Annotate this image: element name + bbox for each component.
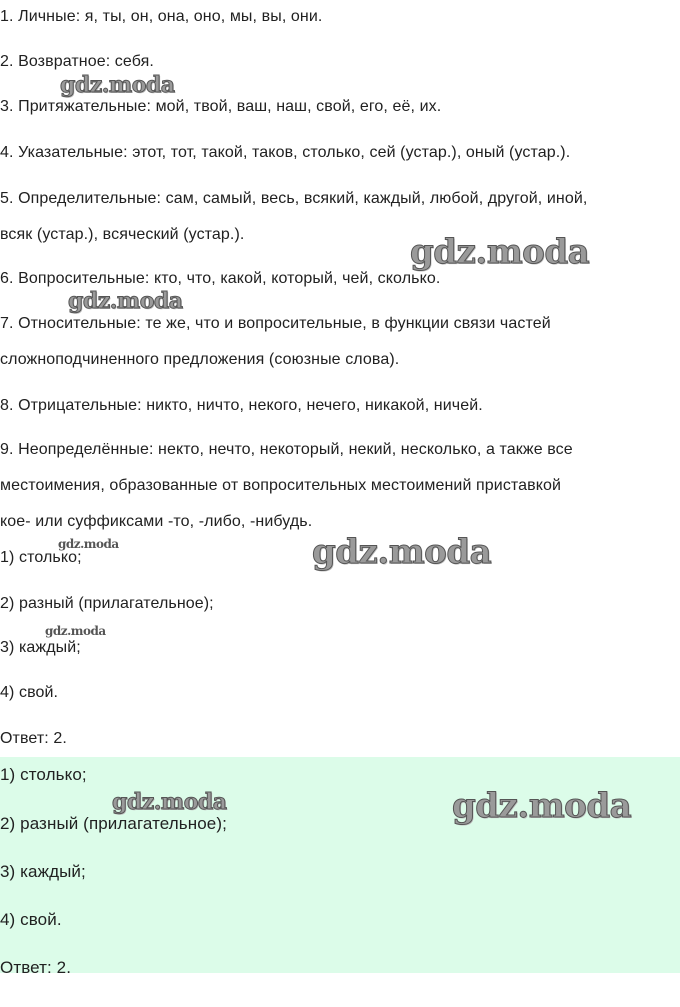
answer-box-line: 3) каждый; <box>0 862 86 881</box>
category-line: 3. Притяжательные: мой, твой, ваш, наш, свой, его, её, их. <box>0 98 442 115</box>
category-line: кое- или суффиксами -то, -либо, -нибудь. <box>0 513 313 530</box>
analysis-line: 3) каждый; <box>0 639 81 656</box>
category-line: всяк (устар.), всяческий (устар.). <box>0 226 245 243</box>
category-line: сложноподчиненного предложения (союзные слова). <box>0 351 400 368</box>
category-line: 5. Определительные: сам, самый, весь, всякий, каждый, любой, другой, иной, <box>0 190 588 207</box>
category-line: 2. Возвратное: себя. <box>0 53 154 70</box>
answer-box-line: 2) разный (прилагательное); <box>0 814 227 833</box>
analysis-line: 1) столько; <box>0 549 82 566</box>
answer-box-line: 1) столько; <box>0 765 87 784</box>
category-line: 1. Личные: я, ты, он, она, оно, мы, вы, они. <box>0 8 323 25</box>
watermark-logo: gdz.moda <box>58 537 119 551</box>
category-line: 6. Вопросительные: кто, что, какой, который, чей, сколько. <box>0 270 441 287</box>
analysis-line: 2) разный (прилагательное); <box>0 595 214 612</box>
answer-line: Ответ: 2. <box>0 730 67 747</box>
analysis-line: 4) свой. <box>0 684 59 701</box>
category-line: 9. Неопределённые: некто, нечто, некоторый, некий, несколько, а также все <box>0 441 573 458</box>
watermark-logo: gdz.moda <box>410 232 590 272</box>
answer-box-final: Ответ: 2. <box>0 958 72 973</box>
watermark-logo: gdz.moda <box>68 288 183 314</box>
watermark-logo: gdz.moda <box>112 789 227 815</box>
category-line: 7. Относительные: те же, что и вопросительные, в функции связи частей <box>0 315 551 332</box>
answer-box-line: 4) свой. <box>0 910 62 929</box>
watermark-logo: gdz.moda <box>452 786 632 826</box>
watermark-logo: gdz.moda <box>312 532 492 572</box>
category-line: 8. Отрицательные: никто, ничто, некого, нечего, никакой, ничей. <box>0 397 483 414</box>
watermark-logo: gdz.moda <box>60 72 175 98</box>
category-line: 4. Указательные: этот, тот, такой, таков, столько, сей (устар.), оный (устар.). <box>0 144 571 161</box>
category-line: местоимения, образованные от вопросительных местоимений приставкой <box>0 477 562 494</box>
watermark-logo: gdz.moda <box>45 624 106 638</box>
